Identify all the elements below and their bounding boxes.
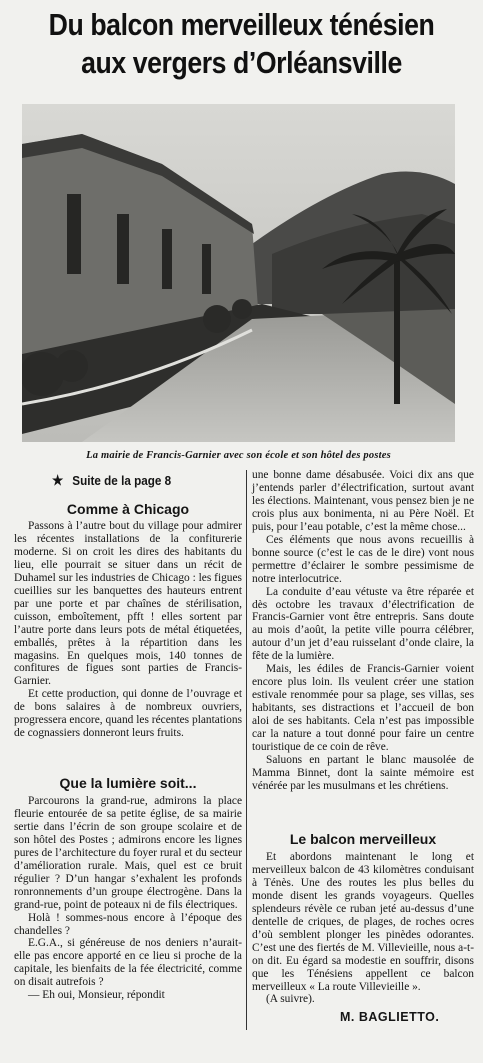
- chicago-paragraph-2: Et cette production, qui donne de l’ouvrage et de bons salaires à de nombreux ouvriers, progressera encore, quand les récentes plantations de cognassiers donneront leurs fruits.: [14, 688, 242, 740]
- right-paragraph-1: une bonne dame désabusée. Voici dix ans que j’entends parler d’électrification, surtout avant les élections. Maintenant, vous pensez bien je ne crois plus aux bonimenta, ni au Père Noël. Et puis, pour l’eau potable, c’est la même chose...: [252, 469, 474, 533]
- photo-caption: La mairie de Francis-Garnier avec son école et son hôtel des postes: [86, 450, 391, 461]
- heading-balcon: Le balcon merveilleux: [289, 831, 437, 847]
- headline: [34, 6, 449, 82]
- star-icon: ★: [52, 472, 64, 488]
- right-paragraph-3: La conduite d’eau vétuste va être réparée et dès octobre les travaux d’électrification de Francis-Garnier vont être entrepris. Sans doute au mois d’août, la petite ville pourra célébrer, autour d’un jet d’eau ruisselant d’onde claire, la fête de la lumière.: [252, 585, 474, 663]
- lumiere-section: [14, 795, 242, 1002]
- heading-balcon-wrap: [252, 830, 474, 848]
- heading-chicago-wrap: [14, 500, 242, 518]
- author-signature: M. BAGLIETTO.: [340, 1010, 440, 1024]
- town-hall-photo-image: [22, 104, 455, 442]
- right-paragraph-4: Mais, les édiles de Francis-Garnier voient encore plus loin. Ils veulent créer une station estivale renommée pour sa plage, ses villas, ses habitants, ses distractions et l’accueil de bon aloi de ses habitants. Cela n’est pas impossible car la nature a tout donné pour faire un centre touristique de ce coin de rêve.: [252, 663, 474, 754]
- lumiere-paragraph-3: E.G.A., si généreuse de nos deniers n’aurait-elle pas encore apporté en ce lieu si proche de la capitale, les bienfaits de la fée électricité, comme on disait autrefois ?: [14, 937, 242, 989]
- heading-chicago: Comme à Chicago: [66, 501, 190, 517]
- chicago-section: [14, 520, 242, 740]
- lumiere-paragraph-1: Parcourons la grand-rue, admirons la place fleurie entourée de sa petite église, de sa mairie sertie dans l’écrin de son groupe scolaire et de son hôtel des Postes ; admirons encore les lignes pures de l’architecture du foyer rural et du secteur d’amélioration rurale. Mais, quel est ce bruit régulier ? D’un hangar s’exhalent les profonds ronronnements d’un groupe électrogène. Dans la grand-rue, point de poteaux ni de fils électriques.: [14, 795, 242, 911]
- balcon-paragraph-2: (A suivre).: [266, 993, 315, 1006]
- chicago-paragraph-1: Passons à l’autre bout du village pour admirer les récentes installations de la confiturerie moderne. Si on croit les dires des habitants du lieu, elle pourrait se situer dans un récit de Duhamel sur les industries de Chicago : les figues cueillies sur les banquettes des hauteurs entrent par une porte et par chaînes de stérilisation, cuisson, emboîtement, pfft ! elles sortent par l’autre porte dans leurs pots de métal étiquetées, emballés, prêtes à la répartition dans les magasins. En quelques mois, 140 tonnes de confitures de figues sont parties de Francis-Garnier.: [14, 520, 242, 688]
- lumiere-paragraph-4: — Eh oui, Monsieur, répondit: [28, 989, 165, 1002]
- town-hall-photo: [22, 104, 455, 442]
- right-paragraph-2: Ces éléments que nous avons recueillis à bonne source (c’est le cas de le dire) vont nous permettre d’éclairer le sombre pessimisme de notre interlocutrice.: [252, 533, 474, 585]
- lumiere-paragraph-2: Holà ! sommes-nous encore à l’époque des chandelles ?: [14, 911, 242, 937]
- heading-lumiere: Que la lumière soit...: [59, 775, 197, 791]
- balcon-paragraph-1: Et abordons maintenant le long et merveilleux balcon de 43 kilomètres conduisant à Ténès. Une des routes les plus belles du monde disent les grands voyageurs. Quelles splendeurs révèle ce ruban jeté au-dessus d’une dentelle de criques, de plages, de roches ocres d’où semblent plonger les pinèdes odorantes. C’est une des fiertés de M. Villevieille, nous a-t-on dit. Eu égard sa modestie en souffrir, disons que les Ténésiens appellent ce balcon merveilleux « La route Villevieille ».: [252, 851, 474, 993]
- heading-lumiere-wrap: [14, 774, 242, 792]
- right-column-text: [252, 469, 474, 793]
- right-paragraph-5: Saluons en partant le blanc mausolée de Mamma Binnet, dont la sainte mémoire est vénérée par les musulmans et les chrétiens.: [252, 753, 474, 792]
- continued-from-note: [52, 472, 214, 489]
- headline-line-2: aux vergers d’Orléansville: [81, 45, 402, 80]
- headline-line-1: Du balcon merveilleux ténésien: [48, 7, 435, 42]
- balcon-section: [252, 851, 474, 1006]
- column-divider: [246, 470, 247, 1030]
- continued-from-text: Suite de la page 8: [72, 473, 172, 488]
